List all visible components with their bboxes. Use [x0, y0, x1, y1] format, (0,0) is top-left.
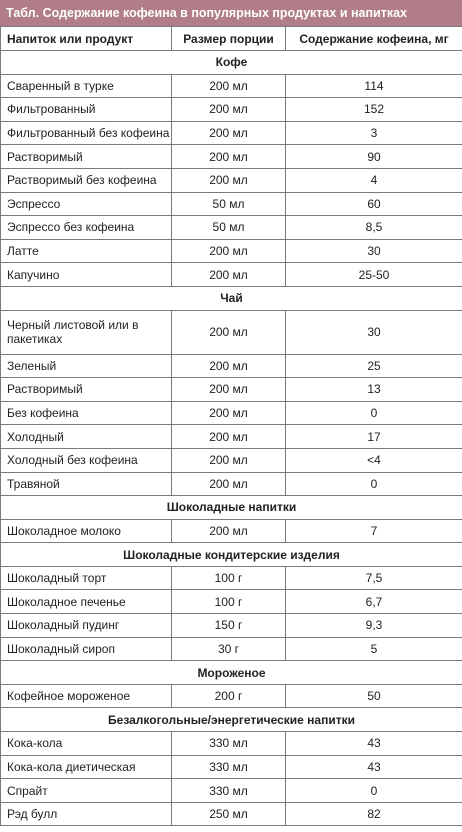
- table-row: [1, 802, 462, 826]
- caffeine-cell: 6,7: [286, 590, 462, 614]
- table-row: [1, 145, 462, 169]
- portion-cell: 200 мл: [172, 425, 286, 449]
- table-row: [1, 519, 462, 543]
- header-caffeine: Содержание кофеина, мг: [286, 27, 462, 51]
- table-row: [1, 263, 462, 287]
- portion-cell: 200 мл: [172, 74, 286, 98]
- table-row: [1, 354, 462, 378]
- product-cell: Шоколадное печенье: [1, 590, 172, 614]
- portion-cell: 200 мл: [172, 239, 286, 263]
- table-row: [1, 378, 462, 402]
- caffeine-cell: 7,5: [286, 566, 462, 590]
- portion-cell: 50 мл: [172, 192, 286, 216]
- product-cell: Кока-кола диетическая: [1, 755, 172, 779]
- caffeine-cell: 25: [286, 354, 462, 378]
- product-cell: Фильтрованный без кофеина: [1, 121, 172, 145]
- table-row: [1, 310, 462, 354]
- portion-cell: 200 мл: [172, 310, 286, 354]
- portion-cell: 200 мл: [172, 448, 286, 472]
- caffeine-cell: 9,3: [286, 614, 462, 638]
- portion-cell: 200 мл: [172, 121, 286, 145]
- portion-cell: 200 мл: [172, 378, 286, 402]
- caffeine-cell: 8,5: [286, 216, 462, 240]
- section-title: Шоколадные напитки: [1, 496, 462, 520]
- product-cell: Латте: [1, 239, 172, 263]
- product-cell: Травяной: [1, 472, 172, 496]
- product-cell: Зеленый: [1, 354, 172, 378]
- table-row: [1, 684, 462, 708]
- product-cell: Шоколадное молоко: [1, 519, 172, 543]
- section-row: [1, 496, 462, 520]
- caffeine-cell: 30: [286, 310, 462, 354]
- product-cell: Растворимый: [1, 378, 172, 402]
- table-row: [1, 566, 462, 590]
- header-row: [1, 27, 462, 51]
- product-cell: Спрайт: [1, 779, 172, 803]
- product-cell: Шоколадный сироп: [1, 637, 172, 661]
- portion-cell: 150 г: [172, 614, 286, 638]
- portion-cell: 330 мл: [172, 755, 286, 779]
- table-row: [1, 614, 462, 638]
- section-title: Кофе: [1, 51, 462, 75]
- product-cell: Сваренный в турке: [1, 74, 172, 98]
- portion-cell: 200 мл: [172, 519, 286, 543]
- caffeine-cell: 50: [286, 684, 462, 708]
- caffeine-cell: 3: [286, 121, 462, 145]
- portion-cell: 200 мл: [172, 354, 286, 378]
- caffeine-cell: 82: [286, 802, 462, 826]
- table-row: [1, 74, 462, 98]
- table-row: [1, 755, 462, 779]
- table-row: [1, 732, 462, 756]
- caffeine-cell: 30: [286, 239, 462, 263]
- caffeine-cell: 114: [286, 74, 462, 98]
- product-cell: Капучино: [1, 263, 172, 287]
- portion-cell: 200 мл: [172, 401, 286, 425]
- portion-cell: 100 г: [172, 590, 286, 614]
- portion-cell: 200 мл: [172, 145, 286, 169]
- section-row: [1, 661, 462, 685]
- table-row: [1, 590, 462, 614]
- caffeine-table: [0, 26, 462, 826]
- caffeine-cell: 7: [286, 519, 462, 543]
- portion-cell: 200 мл: [172, 472, 286, 496]
- portion-cell: 250 мл: [172, 802, 286, 826]
- caffeine-cell: 43: [286, 732, 462, 756]
- caffeine-cell: 13: [286, 378, 462, 402]
- portion-cell: 330 мл: [172, 779, 286, 803]
- caffeine-cell: 152: [286, 98, 462, 122]
- product-cell: Холодный без кофеина: [1, 448, 172, 472]
- portion-cell: 30 г: [172, 637, 286, 661]
- caffeine-cell: 90: [286, 145, 462, 169]
- product-cell: Шоколадный пудинг: [1, 614, 172, 638]
- caffeine-cell: <4: [286, 448, 462, 472]
- product-cell: Растворимый без кофеина: [1, 168, 172, 192]
- product-cell: Кока-кола: [1, 732, 172, 756]
- section-row: [1, 543, 462, 567]
- product-cell: Эспрессо без кофеина: [1, 216, 172, 240]
- product-cell: Кофейное мороженое: [1, 684, 172, 708]
- caffeine-cell: 43: [286, 755, 462, 779]
- section-title: Чай: [1, 286, 462, 310]
- caffeine-cell: 4: [286, 168, 462, 192]
- table-row: [1, 192, 462, 216]
- table-row: [1, 216, 462, 240]
- caffeine-cell: 5: [286, 637, 462, 661]
- caffeine-cell: 60: [286, 192, 462, 216]
- section-title: Шоколадные кондитерские изделия: [1, 543, 462, 567]
- section-row: [1, 708, 462, 732]
- portion-cell: 200 г: [172, 684, 286, 708]
- table-row: [1, 401, 462, 425]
- table-row: [1, 425, 462, 449]
- section-row: [1, 51, 462, 75]
- caffeine-cell: 0: [286, 401, 462, 425]
- product-cell: Шоколадный торт: [1, 566, 172, 590]
- header-portion: Размер порции: [172, 27, 286, 51]
- table-body: [1, 51, 462, 826]
- caffeine-cell: 0: [286, 472, 462, 496]
- table-row: [1, 98, 462, 122]
- caffeine-cell: 0: [286, 779, 462, 803]
- product-cell: Без кофеина: [1, 401, 172, 425]
- product-cell: Эспрессо: [1, 192, 172, 216]
- table-row: [1, 448, 462, 472]
- portion-cell: 200 мл: [172, 263, 286, 287]
- section-row: [1, 286, 462, 310]
- table-row: [1, 779, 462, 803]
- table-title: Табл. Содержание кофеина в популярных продуктах и напитках: [0, 0, 462, 26]
- table-row: [1, 472, 462, 496]
- portion-cell: 200 мл: [172, 98, 286, 122]
- portion-cell: 100 г: [172, 566, 286, 590]
- portion-cell: 50 мл: [172, 216, 286, 240]
- product-cell: Растворимый: [1, 145, 172, 169]
- caffeine-cell: 17: [286, 425, 462, 449]
- table-row: [1, 168, 462, 192]
- section-title: Мороженое: [1, 661, 462, 685]
- table-row: [1, 121, 462, 145]
- portion-cell: 200 мл: [172, 168, 286, 192]
- header-product: Напиток или продукт: [1, 27, 172, 51]
- product-cell: Холодный: [1, 425, 172, 449]
- portion-cell: 330 мл: [172, 732, 286, 756]
- product-cell: Черный листовой или в пакетиках: [1, 310, 172, 354]
- product-cell: Рэд булл: [1, 802, 172, 826]
- section-title: Безалкогольные/энергетические напитки: [1, 708, 462, 732]
- table-row: [1, 239, 462, 263]
- caffeine-cell: 25-50: [286, 263, 462, 287]
- product-cell: Фильтрованный: [1, 98, 172, 122]
- table-row: [1, 637, 462, 661]
